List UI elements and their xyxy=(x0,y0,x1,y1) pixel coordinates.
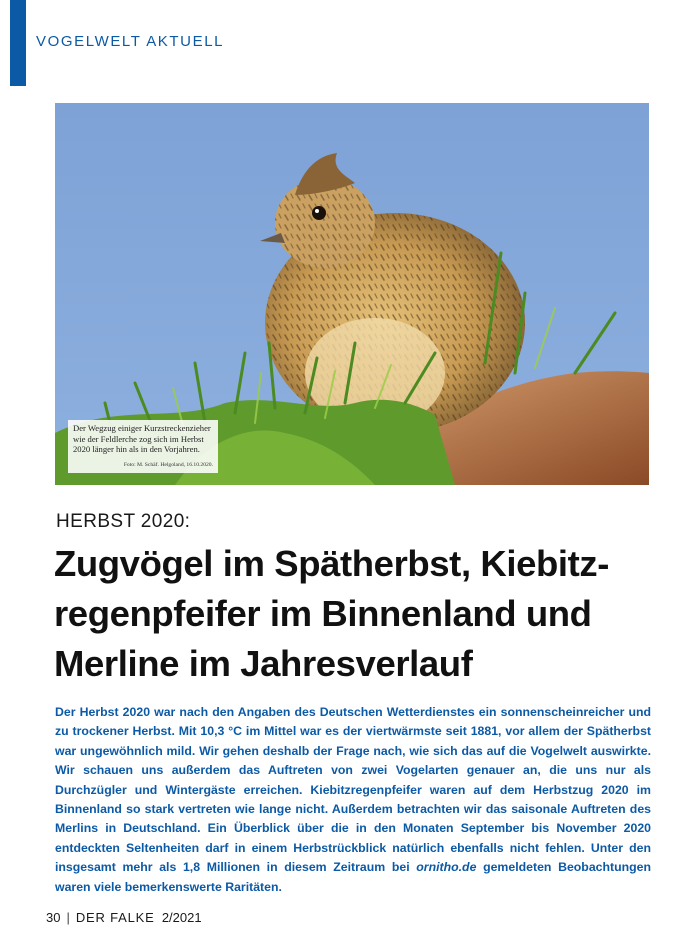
lead-text-end: gemeldeten Beobachtungen waren viele bemerkenswerte Raritäten. xyxy=(55,860,651,894)
page-footer xyxy=(46,910,202,925)
photo-caption: Der Wegzug einiger Kurzstreckenzieher wie der Feldlerche zog sich im Herbst 2020 länger hin als in den Vorjahren. xyxy=(68,420,218,473)
section-label: VOGELWELT AKTUELL xyxy=(36,33,225,50)
lead-text: Der Herbst 2020 war nach den Angaben des Deutschen Wetterdienstes ein sonnenscheinreicher und zu trockener Herbst. Mit 10,3 °C im Mittel war es der viertwärmste seit 1881, vor allem der Spätherbst war ungewöhnlich mild. Wir gehen deshalb der Frage nach, wie sich das auf die Vogelwelt auswirkte. Wir schauen uns außerdem das Auftreten von zwei Vogelarten genauer an, die uns nur als Durchzügler und Wintergäste erreichen. Kiebitzregenpfeifer waren auf dem Herbstzug 2020 im Binnenland so stark vertreten wie lange nicht. Außerdem betrachten wir das saisonale Auftreten des Merlins in Deutschland. Ein Überblick über die in den Monaten September bis November 2020 entdeckten Seltenheiten darf in einem Herbstrückblick natürlich ebenfalls nicht fehlen. Unter den insgesamt mehr als 1,8 Millionen in diesem Zeitraum bei xyxy=(55,705,651,875)
headline-line: regenpfeifer im Binnenland und xyxy=(54,593,592,634)
article-headline xyxy=(54,539,654,689)
footer-separator: | xyxy=(66,910,70,925)
photo-credit: Foto: M. Schäf. Helgoland, 16.10.2020. xyxy=(123,462,213,468)
headline-line: Merline im Jahresverlauf xyxy=(54,643,473,684)
headline-line: Zugvögel im Spätherbst, Kiebitz- xyxy=(54,543,610,584)
article-lead xyxy=(55,703,651,897)
issue-number: 2/2021 xyxy=(161,910,202,925)
article-kicker: HERBST 2020: xyxy=(56,511,191,532)
ornitho-link[interactable]: ornitho.de xyxy=(416,860,477,875)
magazine-name: DER FALKE xyxy=(75,910,155,925)
page-number: 30 xyxy=(46,910,61,925)
section-color-bar xyxy=(10,0,26,86)
